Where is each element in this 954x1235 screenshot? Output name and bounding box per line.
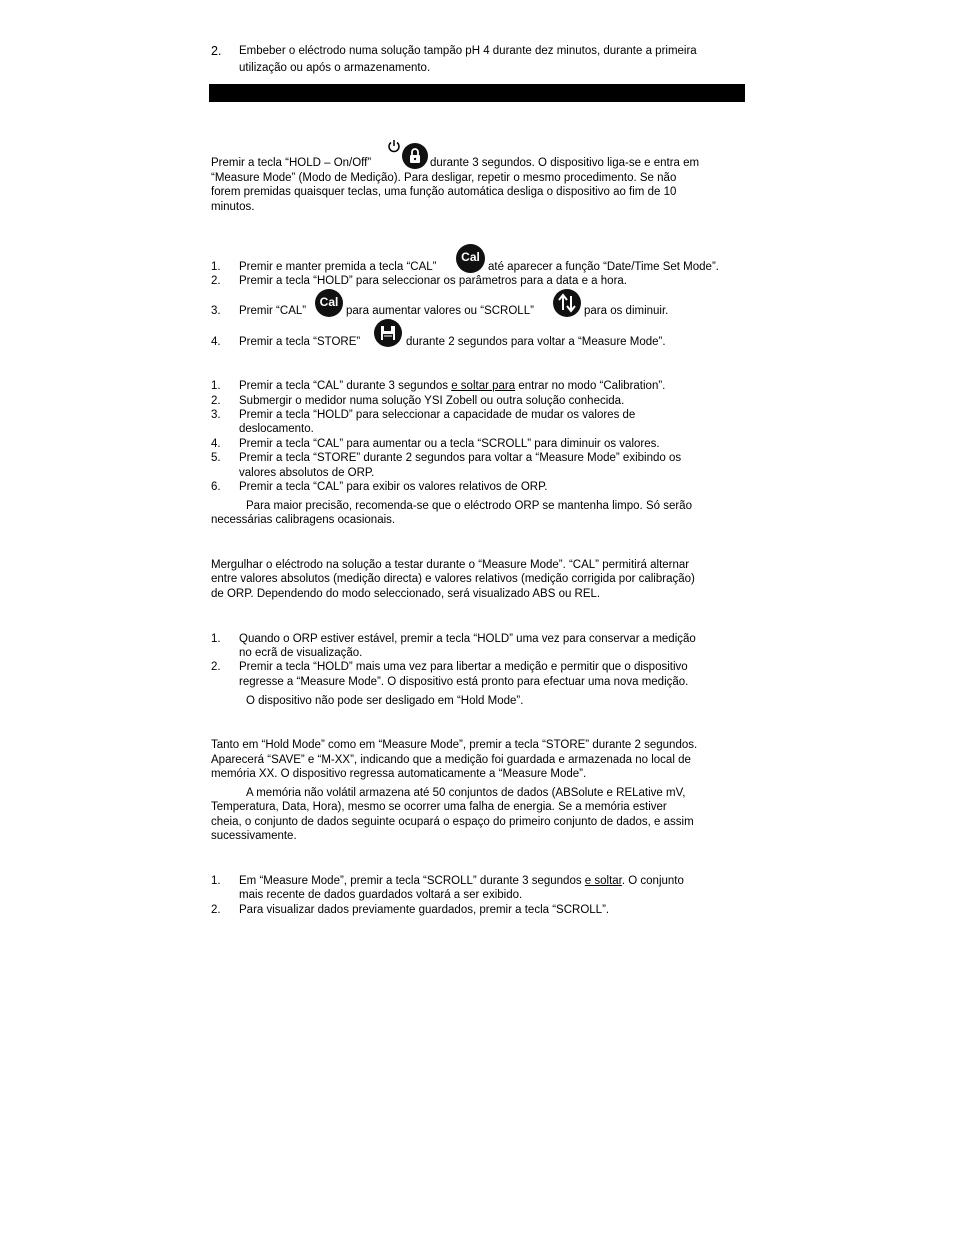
memory-text: cheia, o conjunto de dados seguinte ocupará o espaço do primeiro conjunto de dados, e assim — [211, 816, 694, 828]
power-text-a: Premir a tecla “HOLD – On/Off” — [211, 157, 372, 169]
step-text-cont: mais recente de dados guardados voltará a ser exibido. — [239, 889, 523, 901]
section-header-bar — [209, 84, 745, 102]
step-text: Premir a tecla “CAL” para aumentar ou a tecla “SCROLL” para diminuir os valores. — [239, 438, 660, 450]
step-text-cont: até aparecer a função “Date/Time Set Mode”. — [488, 261, 719, 273]
step-number: 6. — [211, 481, 221, 493]
step-text-cont: para aumentar valores ou “SCROLL” — [346, 305, 534, 317]
step-text-cont: no ecrã de visualização. — [239, 647, 363, 659]
lock-icon — [402, 143, 428, 169]
step-text: Para visualizar dados previamente guardados, premir a tecla “SCROLL”. — [239, 904, 610, 916]
step-text-cont: durante 2 segundos para voltar a “Measure Mode”. — [406, 336, 666, 348]
cal-icon: Cal — [456, 244, 485, 273]
power-text-line3: forem premidas quaisquer teclas, uma função automática desliga o dispositivo ao fim de 10 — [211, 186, 677, 198]
step-number: 2. — [211, 44, 222, 58]
step-text-end: para os diminuir. — [584, 305, 669, 317]
step-number: 4. — [211, 438, 221, 450]
note-text: Para maior precisão, recomenda-se que o eléctrodo ORP se mantenha limpo. Só serão — [246, 500, 692, 512]
step-text: Premir “CAL” — [239, 305, 307, 317]
step-number: 3. — [211, 305, 221, 317]
step-text-cont: regresse a “Measure Mode”. O dispositivo está pronto para efectuar uma nova medição. — [239, 676, 689, 688]
step-text: Premir a tecla “HOLD” mais uma vez para libertar a medição e permitir que o dispositivo — [239, 661, 688, 673]
note-text-cont: necessárias calibragens ocasionais. — [211, 514, 396, 526]
step-text: Embeber o eléctrodo numa solução tampão pH 4 durante dez minutos, durante a primeira — [239, 45, 697, 57]
step-text: Premir a tecla “HOLD” para seleccionar os parâmetros para a data e a hora. — [239, 275, 627, 287]
step-number: 4. — [211, 336, 221, 348]
store-text: memória XX. O dispositivo regressa automaticamente a “Measure Mode”. — [211, 768, 587, 780]
step-text: Em “Measure Mode”, premir a tecla “SCROLL” durante 3 segundos e soltar. O conjunto — [239, 875, 684, 887]
measure-text: Mergulhar o eléctrodo na solução a testar durante o “Measure Mode”. “CAL” permitirá alternar — [211, 559, 690, 571]
step-number: 3. — [211, 409, 221, 421]
step-text-cont: valores absolutos de ORP. — [239, 467, 375, 479]
step-text: Submergir o medidor numa solução YSI Zobell ou outra solução conhecida. — [239, 395, 625, 407]
step-text: Premir e manter premida a tecla “CAL” — [239, 261, 437, 273]
step-text: Premir a tecla “STORE” durante 2 segundos para voltar a “Measure Mode” exibindo os — [239, 452, 682, 464]
step-number: 2. — [211, 275, 221, 287]
step-text: Quando o ORP estiver estável, premir a tecla “HOLD” uma vez para conservar a medição — [239, 633, 696, 645]
measure-text: entre valores absolutos (medição directa) e valores relativos (medição corrigida por calibração) — [211, 573, 695, 585]
power-text-line4: minutos. — [211, 201, 255, 213]
step-number: 2. — [211, 904, 221, 916]
step-number: 1. — [211, 875, 221, 887]
power-icon — [387, 139, 401, 153]
step-number: 1. — [211, 633, 221, 645]
store-text: Tanto em “Hold Mode” como em “Measure Mode”, premir a tecla “STORE” durante 2 segundos. — [211, 739, 698, 751]
step-text-cont: deslocamento. — [239, 423, 314, 435]
memory-text: sucessivamente. — [211, 830, 297, 842]
measure-text: de ORP. Dependendo do modo seleccionado, será visualizado ABS ou REL. — [211, 588, 601, 600]
store-text: Aparecerá “SAVE” e “M-XX”, indicando que a medição foi guardada e armazenada no local de — [211, 754, 691, 766]
step-number: 1. — [211, 261, 221, 273]
step-number: 5. — [211, 452, 221, 464]
step-text: Premir a tecla “CAL” durante 3 segundos e soltar para entrar no modo “Calibration”. — [239, 380, 666, 392]
cal-icon: Cal — [315, 289, 343, 317]
power-text-line2: “Measure Mode” (Modo de Medição). Para desligar, repetir o mesmo procedimento. Se não — [211, 172, 677, 184]
power-text-b: durante 3 segundos. O dispositivo liga-se e entra em — [430, 157, 700, 169]
step-number: 1. — [211, 380, 221, 392]
floppy-disk-icon — [374, 319, 402, 347]
step-text: Premir a tecla “HOLD” para seleccionar a capacidade de mudar os valores de — [239, 409, 636, 421]
scroll-arrows-icon — [553, 289, 581, 317]
note-text: O dispositivo não pode ser desligado em “Hold Mode”. — [246, 695, 524, 707]
memory-text: Temperatura, Data, Hora), mesmo se ocorrer uma falha de energia. Se a memória estiver — [211, 801, 667, 813]
memory-text: A memória não volátil armazena até 50 conjuntos de dados (ABSolute e RELative mV, — [246, 787, 686, 799]
step-number: 2. — [211, 395, 221, 407]
step-number: 2. — [211, 661, 221, 673]
step-text: Premir a tecla “CAL” para exibir os valores relativos de ORP. — [239, 481, 548, 493]
step-text-cont: utilização ou após o armazenamento. — [239, 62, 431, 74]
step-text: Premir a tecla “STORE” — [239, 336, 361, 348]
